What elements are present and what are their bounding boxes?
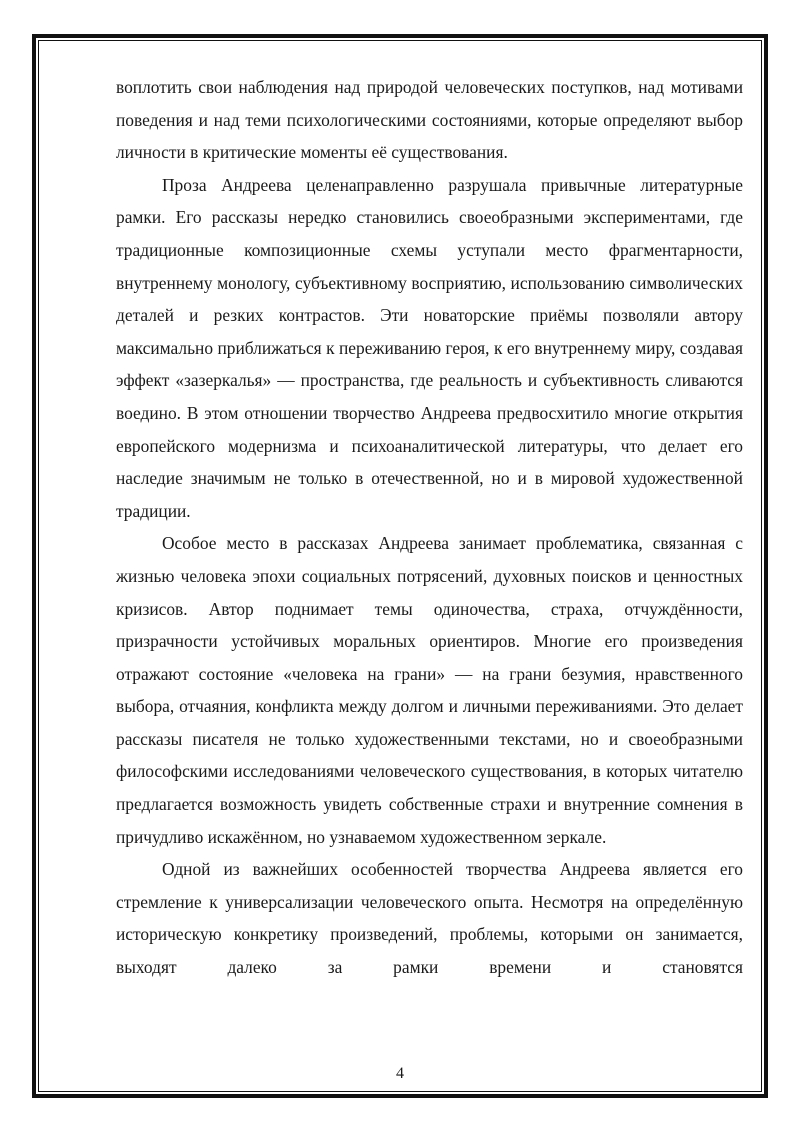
paragraph-4: Одной из важнейших особенностей творчества Андреева является его стремление к универсализации человеческого опыта. Несмотря на определённую историческую конкретику произведений, проблемы, которыми он занимается, выходят далеко за рамки времени и становятся <box>116 859 743 978</box>
paragraph-3: Особое место в рассказах Андреева занимает проблематика, связанная с жизнью человека эпохи социальных потрясений, духовных поисков и ценностных кризисов. Автор поднимает темы одиночества, страха, отчуждённости, призрачности устойчивых моральных ориентиров. Многие его произведения отражают состояние «человека на грани» — на грани безумия, нравственного выбора, отчаяния, конфликта между долгом и личными переживаниями. Это делает рассказы писателя не только художественными текстами, но и своеобразными философскими исследованиями человеческого существования, в которых читателю предлагается возможность увидеть собственные страхи и внутренние сомнения в причудливо искажённом, но узнаваемом художественном зеркале. <box>116 533 743 847</box>
paragraph-2: Проза Андреева целенаправленно разрушала привычные литературные рамки. Его рассказы нередко становились своеобразными экспериментами, где традиционные композиционные схемы уступали место фрагментарности, внутреннему монологу, субъективному восприятию, использованию символических деталей и резких контрастов. Эти новаторские приёмы позволяли автору максимально приближаться к переживанию героя, к его внутреннему миру, создавая эффект «зазеркалья» — пространства, где реальность и субъективность сливаются воедино. В этом отношении творчество Андреева предвосхитило многие открытия европейского модернизма и психоаналитической литературы, что делает его наследие значимым не только в отечественной, но и в мировой художественной традиции. <box>116 174 743 521</box>
page-number: 4 <box>396 1065 404 1082</box>
document-body <box>116 71 743 984</box>
paragraph-1: воплотить свои наблюдения над природой человеческих поступков, над мотивами поведения и над теми психологическими состояниями, которые определяют выбор личности в критические моменты её существования. <box>116 77 743 163</box>
